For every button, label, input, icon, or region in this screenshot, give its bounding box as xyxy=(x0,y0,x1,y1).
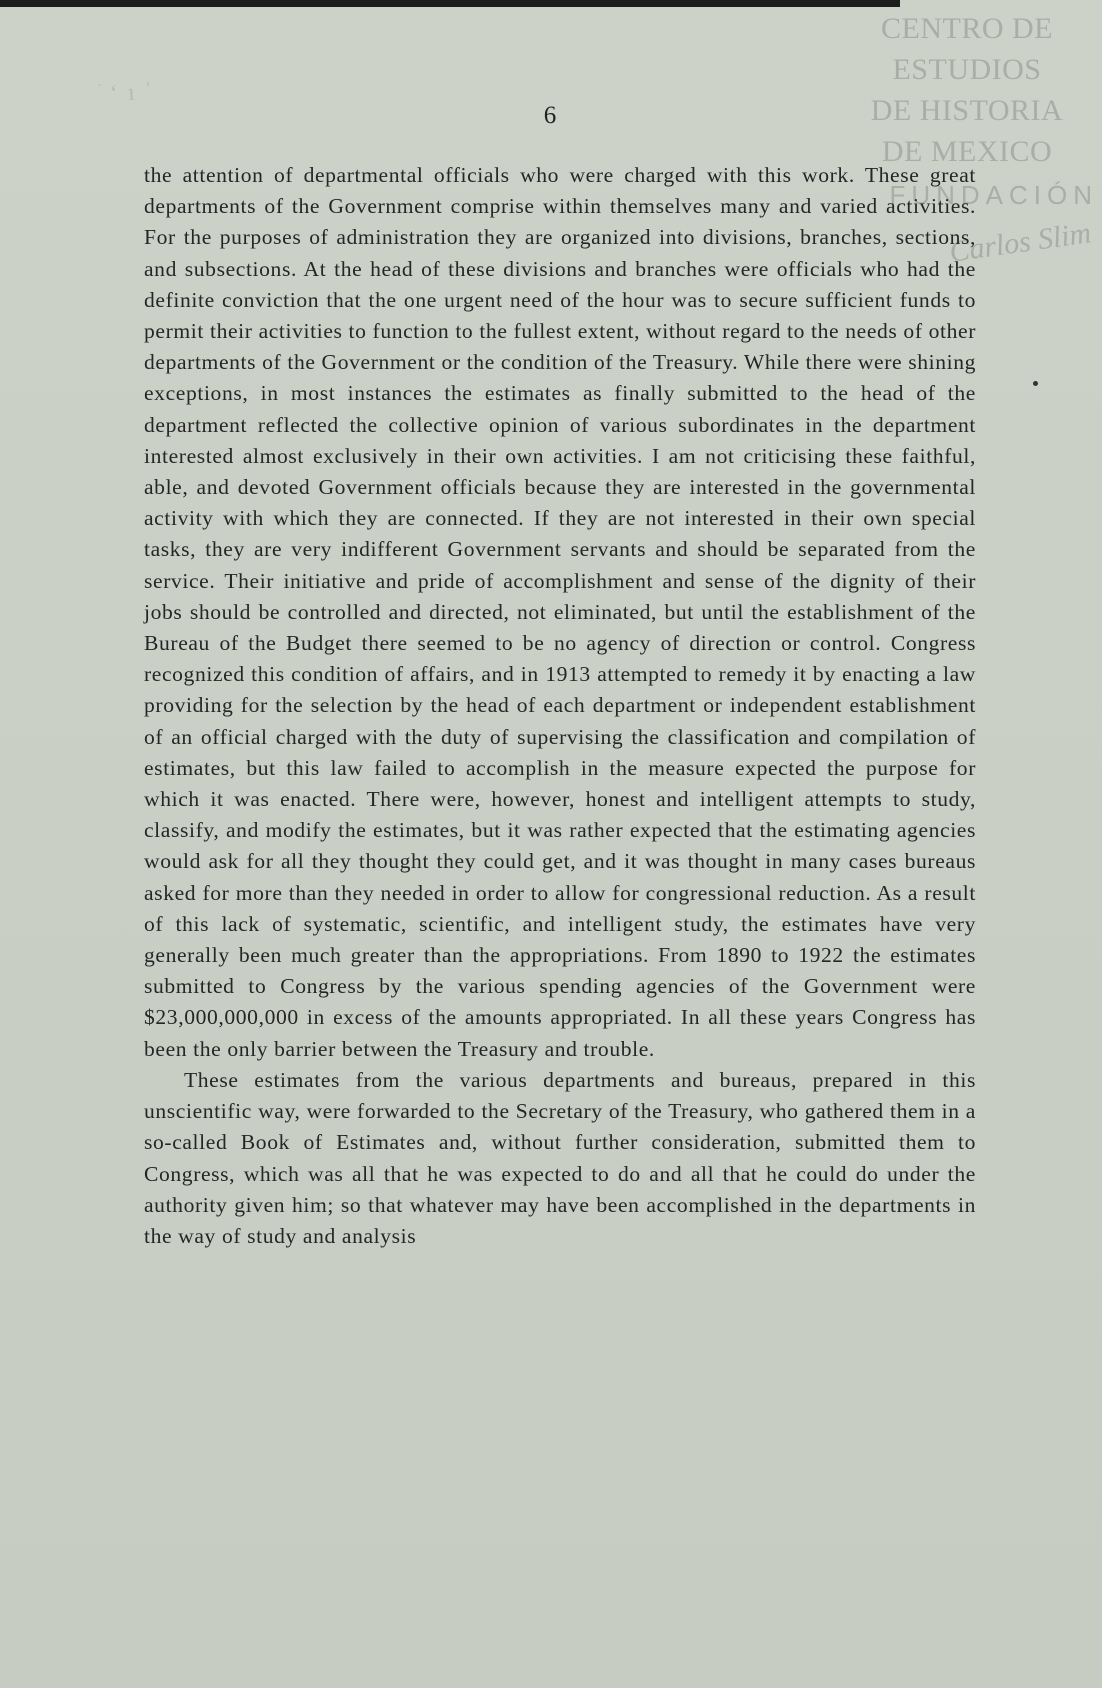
scan-top-edge xyxy=(0,0,900,7)
watermark-centro-estudios xyxy=(852,8,1082,172)
watermark-line: DE HISTORIA xyxy=(870,94,1064,127)
watermark-fundacion: FUNDACIÓN xyxy=(889,180,1098,210)
body-text xyxy=(144,160,976,1252)
page-number: 6 xyxy=(543,102,557,129)
watermark-line: ESTUDIOS xyxy=(892,53,1042,86)
paragraph: These estimates from the various departments and bureaus, prepared in this unscientific way, were forwarded to the Secretary of the Treasury, who gathered them in a so-called Book of Estimates and, without further consideration, submitted them to Congress, which was all that he was expected to do and all that he could do under the authority given him; so that whatever may have been accomplished in the departments in the way of study and analysis xyxy=(144,1067,976,1248)
watermark-signature: Carlos Slim xyxy=(947,216,1094,269)
watermark-line: DE MEXICO xyxy=(881,135,1053,168)
paragraph: the attention of departmental officials who were charged with this work. These great departments of the Government comprise within themselves many and varied activities. For the purposes of administration they are organized into divisions, branches, sections, and subsections. At the head of these divisions and branches were officials who had the definite conviction that the one urgent need of the hour was to secure sufficient funds to permit their activities to function to the fullest extent, without regard to the needs of other departments of the Government or the condition of the Treasury. While there were shining exceptions, in most instances the estimates as finally submitted to the head of the department reflected the collective opinion of various subordinates in the department interested almost exclusively in their own activities. I am not criticising these faithful, able, and devoted Government officials because they are interested in the governmental activity with which they are connected. If they are not interested in their own special tasks, they are very indifferent Government servants and should be separated from the service. Their initiative and pride of accomplishment and sense of the dignity of their jobs should be controlled and directed, not eliminated, but until the establishment of the Bureau of the Budget there seemed to be no agency of direction or control. Congress recognized this condition of affairs, and in 1913 attempted to remedy it by enacting a law providing for the selection by the head of each department or independent establishment of an official charged with the duty of supervising the classification and compilation of estimates, but this law failed to accomplish in the measure expected the purpose for which it was enacted. There were, however, honest and intelligent attempts to study, classify, and modify the estimates, but it was rather expected that the estimating agencies would ask for all they thought they could get, and it was thought in many cases bureaus asked for more than they needed in order to allow for congressional reduction. As a result of this lack of systematic, scientific, and intelligent study, the estimates have very generally been much greater than the appropriations. From 1890 to 1922 the estimates submitted to Congress by the various spending agencies of the Government were $23,000,000,000 in excess of the amounts appropriated. In all these years Congress has been the only barrier between the Treasury and trouble. xyxy=(144,163,976,1061)
ink-dot xyxy=(1033,381,1038,386)
watermark-line: CENTRO DE xyxy=(881,12,1053,45)
stray-ink-mark: ׁ ‘ ı ˈ xyxy=(99,78,156,108)
